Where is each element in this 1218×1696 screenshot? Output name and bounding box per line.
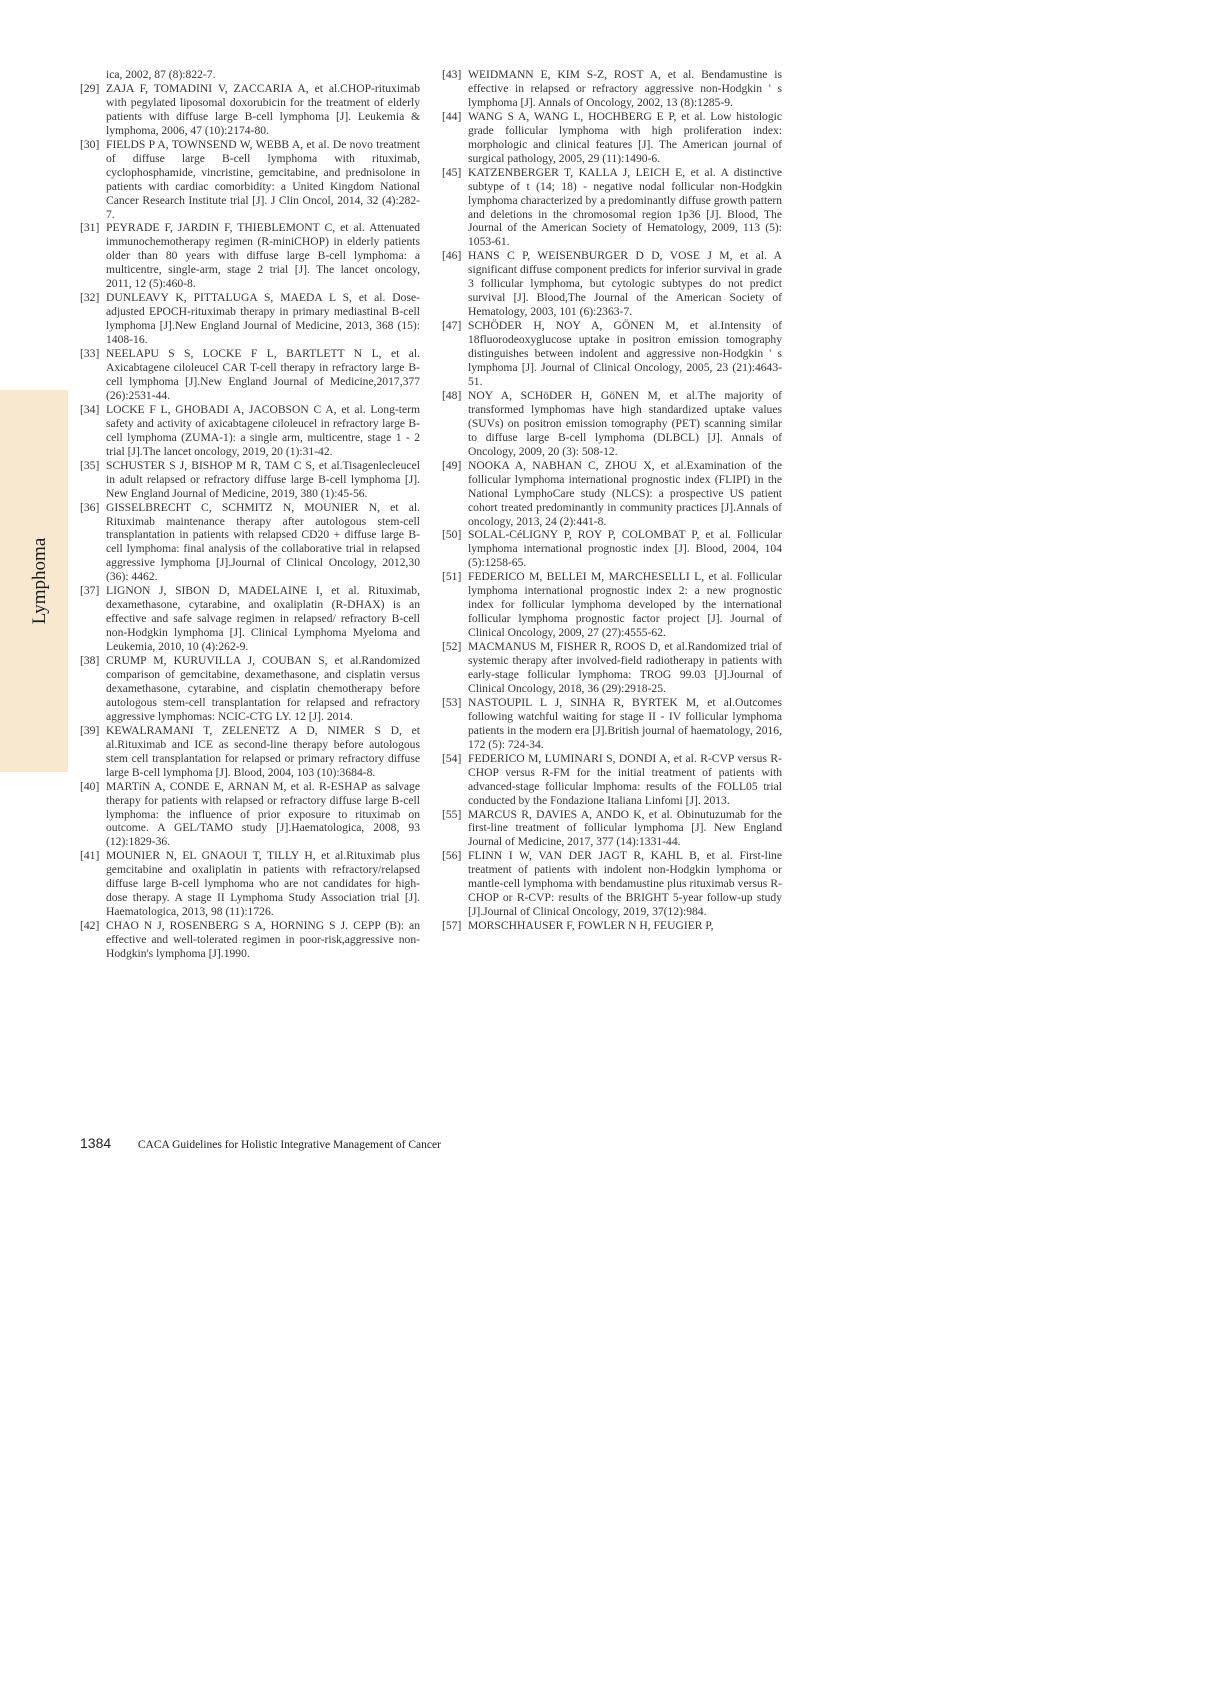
reference-text: FEDERICO M, LUMINARI S, DONDI A, et al. R-CVP versus R-CHOP versus R-FM for the initial treatment of patients with advanced-stage follicular lmphoma: results of the FOLL05 trial conducted by the Fondazione Italiana Linfomi [J]. 2013. [468, 751, 782, 807]
reference-text: CRUMP M, KURUVILLA J, COUBAN S, et al.Randomized comparison of gemcitabine, dexamethasone, and cisplatin versus dexamethasone, cytarabine, and cisplatin chemotherapy before autologous stem-cell transplantation for relapsed and refractory aggressive lymphomas: NCIC-CTG LY. 12 [J]. 2014. [106, 654, 420, 723]
reference-text: MARTíN A, CONDE E, ARNAN M, et al. R-ESHAP as salvage therapy for patients with relapsed or refractory diffuse large B-cell lymphoma: the influence of prior exposure to rituximab on outcome. A GEL/TAMO study [J].Haematologica, 2008, 93 (12):1829-36. [106, 779, 420, 849]
reference-number: [35] [80, 458, 100, 472]
reference-item [442, 808, 782, 850]
reference-item [80, 221, 420, 291]
reference-item [80, 138, 420, 222]
reference-continuation [80, 68, 420, 82]
reference-text: KEWALRAMANI T, ZELENETZ A D, NIMER S D, et al.Rituximab and ICE as second-line therapy before autologous stem cell transplantation for relapsed or primary refractory diffuse large B-cell lymphoma [J]. Blood, 2004, 103 (10):3684-8. [106, 723, 420, 779]
reference-item [80, 403, 420, 459]
reference-item [442, 696, 782, 752]
reference-number: [55] [442, 807, 462, 821]
reference-text: GISSELBRECHT C, SCHMITZ N, MOUNIER N, et al. Rituximab maintenance therapy after autologous stem-cell transplantation in patients with relapsed CD20 + diffuse large B-cell lymphoma: final analysis of the collaborative trial in relapsed aggressive lymphoma [J].Journal of Clinical Oncology, 2012,30 (36): 4462. [106, 500, 420, 584]
reference-text: DUNLEAVY K, PITTALUGA S, MAEDA L S, et al. Dose-adjusted EPOCH-rituximab therapy in primary mediastinal B-cell lymphoma [J].New England Journal of Medicine, 2013, 368 (15): 1408-16. [106, 291, 420, 347]
reference-number: [31] [80, 221, 100, 235]
reference-number: [33] [80, 347, 100, 361]
reference-text: NASTOUPIL L J, SINHA R, BYRTEK M, et al.Outcomes following watchful waiting for stage II - IV follicular lymphoma patients in the modern era [J].British journal of haematology, 2016, 172 (5): 724-34. [468, 695, 782, 751]
reference-text: ZAJA F, TOMADINI V, ZACCARIA A, et al.CHOP-rituximab with pegylated liposomal doxorubicin for the treatment of elderly patients with diffuse large B-cell lymphoma [J]. Leukemia & lymphoma, 2006, 47 (10):2174-80. [106, 81, 420, 137]
reference-number: [48] [442, 388, 462, 402]
reference-item [442, 319, 782, 389]
reference-item [442, 68, 782, 110]
reference-text: WEIDMANN E, KIM S-Z, ROST A, et al. Bendamustine is effective in relapsed or refractory aggressive non-Hodgkin ' s lymphoma [J]. Annals of Oncology, 2002, 13 (8):1285-9. [468, 68, 782, 109]
reference-text: PEYRADE F, JARDIN F, THIEBLEMONT C, et al. Attenuated immunochemotherapy regimen (R-miniCHOP) in elderly patients older than 80 years with diffuse large B-cell lymphoma: a multicentre, single-arm, stage 2 trial [J]. The lancet oncology, 2011, 12 (5):460-8. [106, 221, 420, 291]
reference-text: NOY A, SCHöDER H, GöNEN M, et al.The majority of transformed lymphomas have high standardized uptake values (SUVs) on positron emission tomography (PET) scanning similar to diffuse large B-cell lymphoma (DLBCL) [J]. Annals of Oncology, 2009, 20 (3): 508-12. [468, 388, 782, 458]
reference-text: NOOKA A, NABHAN C, ZHOU X, et al.Examination of the follicular lymphoma international prognostic index (FLIPI) in the National LymphoCare study (NLCS): a prospective US patient cohort treated predominantly in community practices [J].Annals of oncology, 2013, 24 (2):441-8. [468, 458, 782, 528]
reference-number: [54] [442, 751, 462, 765]
footer-title: CACA Guidelines for Holistic Integrative Management of Cancer [137, 1139, 441, 1151]
reference-number: [49] [442, 458, 462, 472]
reference-number: [45] [442, 165, 462, 179]
reference-number: [47] [442, 319, 462, 333]
reference-number: [43] [442, 68, 462, 81]
reference-item [80, 501, 420, 585]
reference-item [80, 849, 420, 919]
reference-number: [38] [80, 654, 100, 668]
reference-text: MARCUS R, DAVIES A, ANDO K, et al. Obinutuzumab for the first-line treatment of follicular lymphoma [J]. New England Journal of Medicine, 2017, 377 (14):1331-44. [468, 807, 782, 849]
page-footer [80, 1134, 680, 1152]
reference-item [80, 724, 420, 780]
reference-text: LOCKE F L, GHOBADI A, JACOBSON C A, et al. Long-term safety and activity of axicabtagene ciloleucel in refractory large B-cell lymphoma (ZUMA-1): a single arm, multicentre, stage 1 - 2 trial [J].The lancet oncology, 2019, 20 (1):31-42. [106, 402, 420, 458]
reference-number: [39] [80, 723, 100, 737]
reference-item [80, 654, 420, 724]
reference-item [442, 919, 782, 933]
reference-text: KATZENBERGER T, KALLA J, LEICH E, et al. A distinctive subtype of t (14; 18) - negative nodal follicular non-Hodgkin lymphoma characterized by a predominantly diffuse growth pattern and deletions in the chromosomal region 1p36 [J]. Blood, The Journal of the American Society of Hematology, 2009, 113 (5): 1053-61. [468, 165, 782, 249]
reference-number: [52] [442, 640, 462, 654]
references-left-column [80, 68, 420, 961]
reference-item [442, 249, 782, 319]
reference-item [442, 166, 782, 250]
reference-number: [41] [80, 849, 100, 863]
reference-item [80, 919, 420, 961]
reference-number: [32] [80, 291, 100, 305]
reference-text: WANG S A, WANG L, HOCHBERG E P, et al. Low histologic grade follicular lymphoma with high proliferation index: morphologic and clinical features [J]. The American journal of surgical pathology, 2005, 29 (11):1490-6. [468, 109, 782, 165]
reference-text: FLINN I W, VAN DER JAGT R, KAHL B, et al. First-line treatment of patients with indolent non-Hodgkin lymphoma or mantle-cell lymphoma with bendamustine plus rituximab versus R-CHOP or R-CVP: results of the BRIGHT 5-year follow-up study [J].Journal of Clinical Oncology, 2019, 37(12):984. [468, 849, 782, 919]
reference-item [80, 459, 420, 501]
reference-text: MACMANUS M, FISHER R, ROOS D, et al.Randomized trial of systemic therapy after involved-field radiotherapy in patients with early-stage follicular lymphoma: TROG 99.03 [J].Journal of Clinical Oncology, 2018, 36 (29):2918-25. [468, 640, 782, 695]
reference-number: [50] [442, 528, 462, 542]
reference-number: [46] [442, 249, 462, 263]
reference-item [442, 528, 782, 570]
reference-text: SCHÖDER H, NOY A, GÖNEN M, et al.Intensity of 18fluorodeoxyglucose uptake in positron emission tomography distinguishes between indolent and aggressive non-Hodgkin ' s lymphoma [J]. Journal of Clinical Oncology, 2005, 23 (21):4643-51. [468, 319, 782, 388]
reference-number: [57] [442, 919, 462, 933]
reference-item [442, 752, 782, 808]
reference-text: CHAO N J, ROSENBERG S A, HORNING S J. CEPP (B): an effective and well-tolerated regimen in poor-risk,aggressive non-Hodgkin's lymphoma [J].1990. [106, 919, 420, 961]
reference-text: HANS C P, WEISENBURGER D D, VOSE J M, et al. A significant diffuse component predicts for inferior survival in grade 3 follicular lymphoma, but cytologic subtypes do not predict survival [J]. Blood,The Journal of the American Society of Hematology, 2003, 101 (6):2363-7. [468, 249, 782, 319]
reference-item [80, 291, 420, 347]
reference-text: NEELAPU S S, LOCKE F L, BARTLETT N L, et al. Axicabtagene ciloleucel CAR T-cell therapy in refractory large B-cell lymphoma [J].New England Journal of Medicine,2017,377 (26):2531-44. [106, 347, 420, 402]
reference-item [442, 110, 782, 166]
reference-item [442, 570, 782, 640]
reference-text: LIGNON J, SIBON D, MADELAINE I, et al. Rituximab, dexamethasone, cytarabine, and oxaliplatin (R-DHAX) is an effective and safe salvage regimen in relapsed/ refractory B-cell non-Hodgkin lymphoma [J]. Clinical Lymphoma Myeloma and Leukemia, 2010, 10 (4):262-9. [106, 584, 420, 654]
reference-item [442, 849, 782, 919]
reference-number: [40] [80, 779, 100, 793]
reference-item [442, 640, 782, 696]
reference-item [80, 82, 420, 138]
reference-item [80, 780, 420, 850]
reference-item [80, 347, 420, 403]
reference-number: [56] [442, 849, 462, 863]
reference-text: SOLAL-CéLIGNY P, ROY P, COLOMBAT P, et al. Follicular lymphoma international prognostic index [J]. Blood, 2004, 104 (5):1258-65. [468, 528, 782, 570]
references-right-column [442, 68, 782, 933]
reference-number: [53] [442, 695, 462, 709]
reference-number: [34] [80, 402, 100, 416]
reference-number: [30] [80, 137, 100, 151]
reference-text: FEDERICO M, BELLEI M, MARCHESELLI L, et al. Follicular lymphoma international prognostic index 2: a new prognostic index for follicular lymphoma developed by the international follicular lymphoma prognostic factor project [J]. Journal of Clinical Oncology, 2009, 27 (27):4555-62. [468, 570, 782, 640]
reference-item [442, 389, 782, 459]
reference-text: MORSCHHAUSER F, FOWLER N H, FEUGIER P, [468, 919, 714, 933]
reference-text: MOUNIER N, EL GNAOUI T, TILLY H, et al.Rituximab plus gemcitabine and oxaliplatin in patients with refractory/relapsed diffuse large B-cell lymphoma who are not candidates for high-dose therapy. A stage II Lymphoma Study Association trial [J]. Haematologica, 2013, 98 (11):1726. [106, 849, 420, 919]
reference-text: FIELDS P A, TOWNSEND W, WEBB A, et al. De novo treatment of diffuse large B-cell lymphoma with rituximab, cyclophosphamide, vincristine, gemcitabine, and prednisolone in patients with cardiac comorbidity: a United Kingdom National Cancer Research Institute trial [J]. J Clin Oncol, 2014, 32 (4):282-7. [106, 137, 420, 221]
page-number: 1384 [80, 1135, 112, 1151]
section-tab-label: Lymphoma [29, 537, 50, 625]
reference-number: [37] [80, 584, 100, 598]
reference-text: SCHUSTER S J, BISHOP M R, TAM C S, et al.Tisagenlecleucel in adult relapsed or refractory diffuse large B-cell lymphoma [J]. New England Journal of Medicine, 2019, 380 (1):45-56. [106, 458, 420, 500]
reference-item [442, 459, 782, 529]
reference-number: [51] [442, 570, 462, 584]
reference-number: [36] [80, 500, 100, 514]
reference-number: [42] [80, 919, 100, 933]
reference-text: ica, 2002, 87 (8):822-7. [106, 68, 216, 81]
reference-number: [29] [80, 81, 100, 95]
reference-item [80, 584, 420, 654]
reference-number: [44] [442, 109, 462, 123]
